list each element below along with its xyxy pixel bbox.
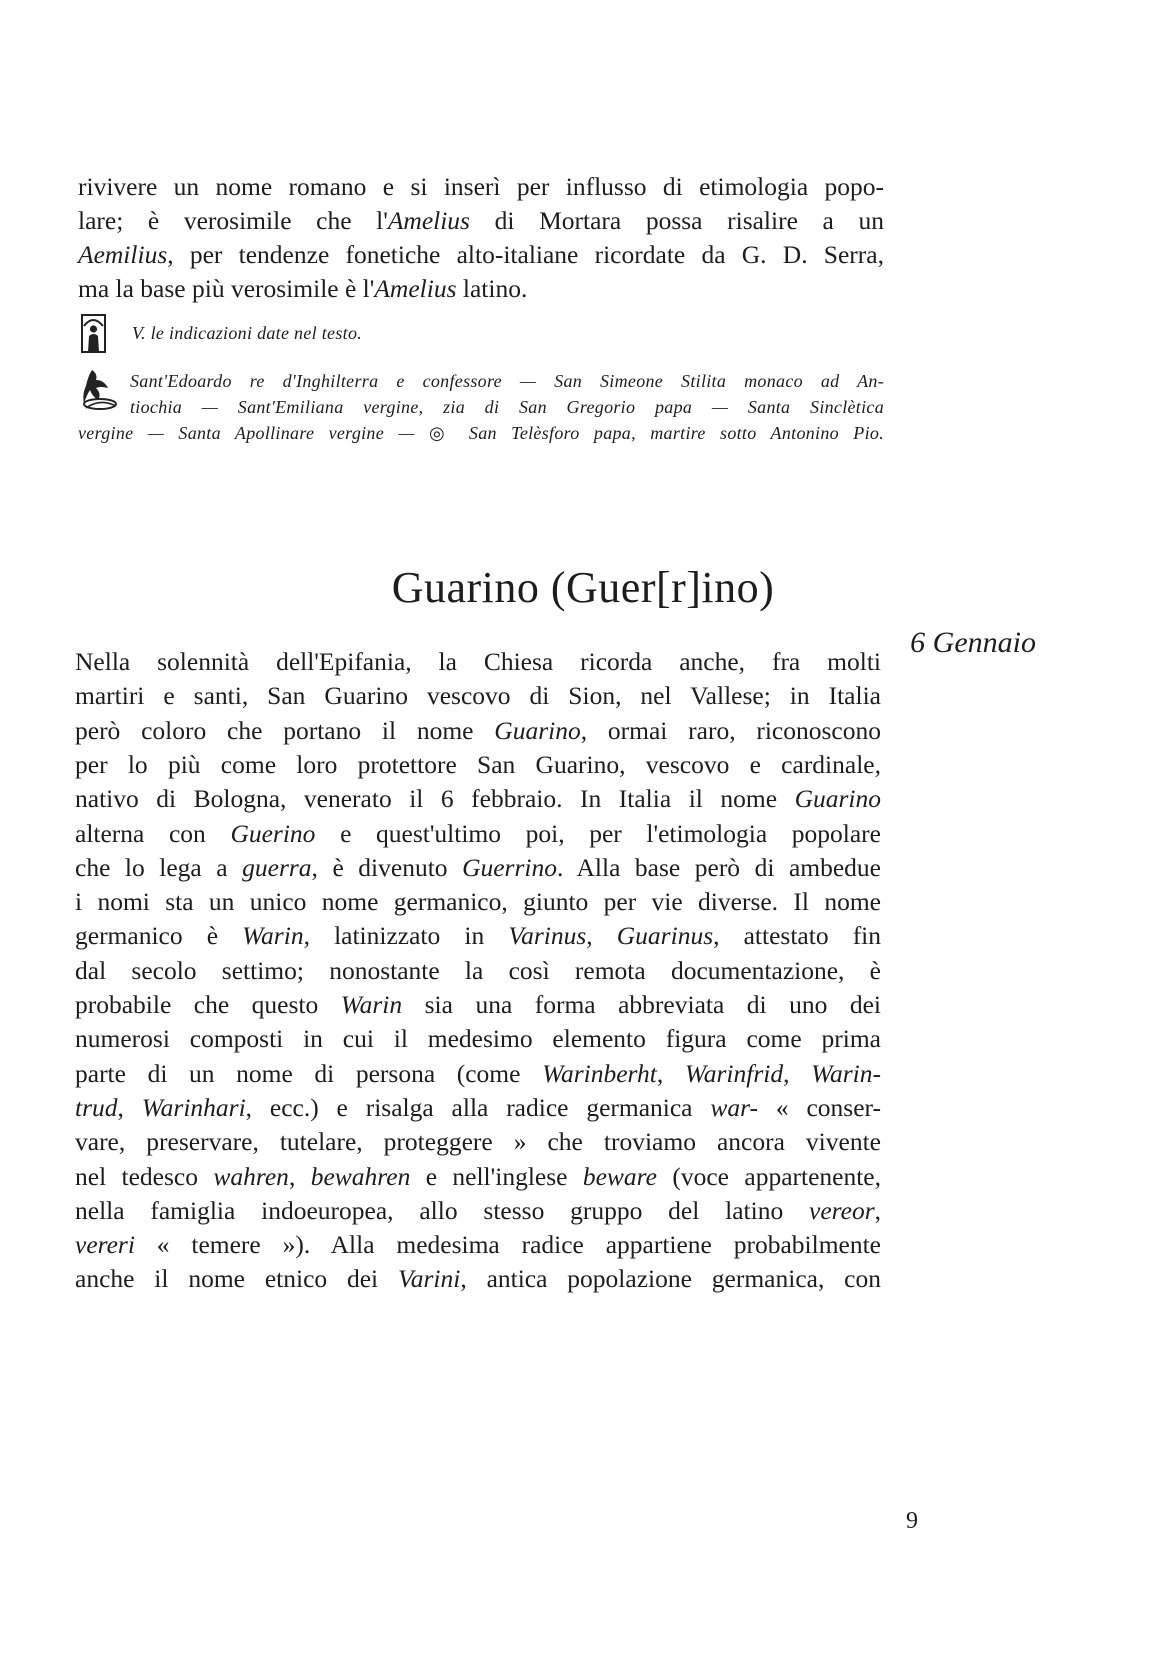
text-run: , bbox=[117, 1093, 142, 1122]
body-line bbox=[75, 851, 881, 885]
text-run: numerosi composti in cui il medesimo elemento figura come prima bbox=[75, 1024, 881, 1053]
intro-line bbox=[78, 204, 884, 238]
text-run: , bbox=[586, 921, 617, 950]
text-run: latino. bbox=[456, 274, 528, 303]
italic-term: Varini bbox=[398, 1264, 461, 1293]
text-run: (voce appartenente, bbox=[656, 1162, 881, 1191]
body-line bbox=[75, 988, 881, 1022]
body-line bbox=[75, 1160, 881, 1194]
text-run: però coloro che portano il nome bbox=[75, 716, 495, 745]
text-run: di Mortara possa risalire a un bbox=[469, 206, 884, 235]
text-run: , per tendenze fonetiche alto-italiane ricordate da G. D. Serra, bbox=[167, 240, 884, 269]
italic-term: Warin bbox=[242, 921, 304, 950]
saints-note-line bbox=[130, 368, 884, 394]
text-run: , bbox=[288, 1162, 311, 1191]
italic-term: vereri bbox=[75, 1230, 135, 1259]
body-line bbox=[75, 748, 881, 782]
italic-term: vereor bbox=[809, 1196, 875, 1225]
feast-date: 6 Gennaio bbox=[910, 626, 1036, 659]
text-run: , è divenuto bbox=[311, 853, 463, 882]
text-run: tiochia — Sant'Emiliana vergine, zia di San Gregorio papa — Santa Sinclètica bbox=[130, 397, 884, 417]
italic-term: Warinberht bbox=[542, 1059, 657, 1088]
intro-line bbox=[78, 238, 884, 272]
italic-term: Warin- bbox=[811, 1059, 881, 1088]
text-run: probabile che questo bbox=[75, 990, 341, 1019]
italic-term: Guerrino bbox=[462, 853, 557, 882]
italic-term: trud bbox=[75, 1093, 118, 1122]
text-run: , antica popolazione germanica, con bbox=[460, 1264, 881, 1293]
text-run: i nomi sta un unico nome germanico, giunto per vie diverse. Il nome bbox=[75, 887, 881, 916]
saints-note-line bbox=[78, 420, 884, 446]
text-run: nativo di Bologna, venerato il 6 febbraio. In Italia il nome bbox=[75, 784, 795, 813]
page-number: 9 bbox=[906, 1508, 918, 1534]
reference-figure-icon bbox=[80, 312, 108, 354]
body-line bbox=[75, 782, 881, 816]
text-run: Nella solennità dell'Epifania, la Chiesa ricorda anche, fra molti bbox=[75, 647, 881, 676]
body-line bbox=[75, 645, 881, 679]
text-run: , bbox=[783, 1059, 812, 1088]
italic-term: Guarino bbox=[794, 784, 881, 813]
intro-line bbox=[78, 170, 884, 204]
text-run: lare; è verosimile che l' bbox=[78, 206, 388, 235]
italic-term: Guarinus bbox=[616, 921, 714, 950]
italic-term: Guerino bbox=[230, 819, 316, 848]
text-run: anche il nome etnico dei bbox=[75, 1264, 398, 1293]
intro-line bbox=[78, 272, 884, 306]
text-run: vare, preservare, tutelare, proteggere » che troviamo ancora vivente bbox=[75, 1127, 881, 1156]
text-run: nella famiglia indoeuropea, allo stesso gruppo del latino bbox=[75, 1196, 810, 1225]
body-line bbox=[75, 817, 881, 851]
text-run: « conser- bbox=[758, 1093, 882, 1122]
reference-note: V. le indicazioni date nel testo. bbox=[132, 323, 363, 343]
text-run: , ecc.) e risalga alla radice germanica bbox=[245, 1093, 711, 1122]
italic-term: war- bbox=[710, 1093, 759, 1122]
body-line bbox=[75, 1228, 881, 1262]
text-run: e quest'ultimo poi, per l'etimologia popolare bbox=[315, 819, 881, 848]
text-run: sia una forma abbreviata di uno dei bbox=[402, 990, 881, 1019]
text-run: « temere »). Alla medesima radice appartiene probabilmente bbox=[134, 1230, 881, 1259]
text-run: e nell'inglese bbox=[410, 1162, 583, 1191]
italic-term: beware bbox=[582, 1162, 657, 1191]
martyr-symbol: ◎ bbox=[429, 423, 455, 443]
text-run: , ormai raro, riconoscono bbox=[580, 716, 881, 745]
text-run: Sant'Edoardo re d'Inghilterra e confessore — San Simeone Stilita monaco ad An- bbox=[130, 371, 884, 391]
italic-term: Amelius bbox=[387, 206, 470, 235]
body-line bbox=[75, 679, 881, 713]
italic-term: bewahren bbox=[310, 1162, 411, 1191]
saints-note-line bbox=[130, 394, 884, 420]
text-run: nel tedesco bbox=[75, 1162, 214, 1191]
text-run: . Alla base però di ambedue bbox=[556, 853, 881, 882]
italic-term: Guarino bbox=[494, 716, 581, 745]
body-line bbox=[75, 1262, 881, 1296]
italic-term: wahren bbox=[213, 1162, 289, 1191]
text-run: alterna con bbox=[75, 819, 231, 848]
body-line bbox=[75, 1125, 881, 1159]
entry-title: Guarino (Guer[r]ino) bbox=[391, 563, 775, 612]
body-line bbox=[75, 885, 881, 919]
text-run: , bbox=[874, 1196, 881, 1225]
italic-term: guerra bbox=[242, 853, 312, 882]
text-run: vergine — Santa Apollinare vergine — bbox=[78, 423, 430, 443]
body-line bbox=[75, 954, 881, 988]
text-run: parte di un nome di persona (come bbox=[75, 1059, 543, 1088]
body-line bbox=[75, 714, 881, 748]
body-line bbox=[75, 919, 881, 953]
italic-term: Warinhari bbox=[141, 1093, 246, 1122]
text-run: martiri e santi, San Guarino vescovo di Sion, nel Vallese; in Italia bbox=[75, 681, 881, 710]
body-line bbox=[75, 1091, 881, 1125]
text-run: germanico è bbox=[75, 921, 243, 950]
body-line bbox=[75, 1057, 881, 1091]
italic-term: Varinus bbox=[508, 921, 587, 950]
italic-term: Aemilius bbox=[78, 240, 168, 269]
saints-emblem-icon bbox=[78, 366, 120, 412]
text-run: San Telèsforo papa, martire sotto Antonino Pio. bbox=[454, 423, 884, 443]
text-run: , attestato fin bbox=[713, 921, 882, 950]
body-line bbox=[75, 1194, 881, 1228]
text-run: rivivere un nome romano e si inserì per influsso di etimologia popo- bbox=[78, 172, 884, 201]
italic-term: Warin bbox=[340, 990, 403, 1019]
italic-term: Warinfrid bbox=[684, 1059, 784, 1088]
text-run: che lo lega a bbox=[75, 853, 243, 882]
italic-term: Amelius bbox=[374, 274, 457, 303]
text-run: , bbox=[656, 1059, 685, 1088]
text-run: per lo più come loro protettore San Guarino, vescovo e cardinale, bbox=[75, 750, 881, 779]
text-run: ma la base più verosimile è l' bbox=[78, 274, 375, 303]
body-line bbox=[75, 1022, 881, 1056]
text-run: dal secolo settimo; nonostante la così remota documentazione, è bbox=[75, 956, 881, 985]
text-run: , latinizzato in bbox=[303, 921, 509, 950]
